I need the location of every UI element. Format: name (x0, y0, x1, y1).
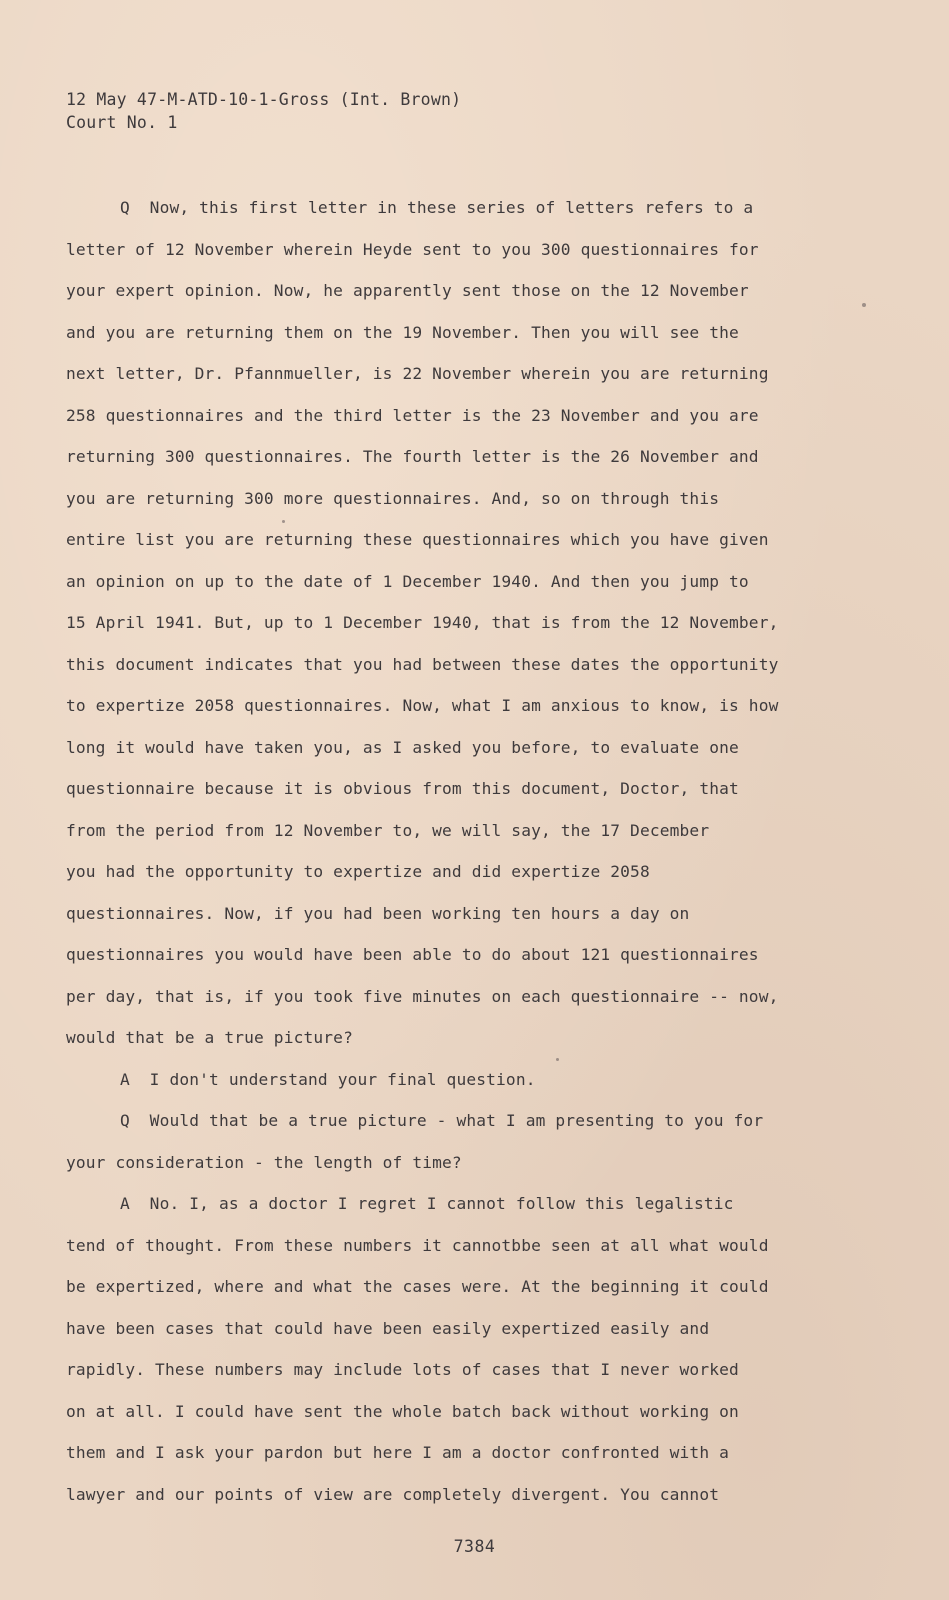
transcript-body (66, 187, 856, 1515)
paper-speck (556, 1058, 559, 1061)
transcript-line: questionnaires you would have been able to do about 121 questionnaires (66, 945, 759, 964)
transcript-line: letter of 12 November wherein Heyde sent to you 300 questionnaires for (66, 239, 759, 259)
transcript-line: per day, that is, if you took five minutes on each questionnaire -- now, (66, 986, 779, 1006)
transcript-line: be expertized, where and what the cases were. At the beginning it could (66, 1277, 769, 1296)
transcript-line: your expert opinion. Now, he apparently sent those on the 12 November (66, 281, 749, 300)
transcript-line: long it would have taken you, as I asked you before, to evaluate one (66, 737, 739, 757)
transcript-line: 15 April 1941. But, up to 1 December 1940, that is from the 12 November, (66, 613, 779, 632)
transcript-line: Q Would that be a true picture - what I am presenting to you for (120, 1111, 764, 1130)
transcript-line: an opinion on up to the date of 1 December 1940. And then you jump to (66, 571, 749, 591)
transcript-line: questionnaire because it is obvious from this document, Doctor, that (66, 779, 739, 798)
transcript-line: returning 300 questionnaires. The fourth letter is the 26 November and (66, 447, 759, 466)
transcript-line: would that be a true picture? (66, 1028, 353, 1047)
transcript-line: have been cases that could have been easily expertized easily and (66, 1318, 710, 1338)
transcript-line: lawyer and our points of view are completely divergent. You cannot (66, 1484, 720, 1504)
paper-speck (282, 520, 285, 523)
transcript-line: A No. I, as a doctor I regret I cannot follow this legalistic (120, 1194, 734, 1213)
header-court-number: Court No. 1 (66, 113, 178, 132)
transcript-line: you are returning 300 more questionnaires. And, so on through this (66, 488, 720, 508)
transcript-line: Q Now, this first letter in these series of letters refers to a (120, 198, 754, 217)
transcript-line: this document indicates that you had between these dates the opportunity (66, 654, 779, 674)
transcript-line: tend of thought. From these numbers it cannotbbe seen at all what would (66, 1235, 769, 1255)
transcript-line: and you are returning them on the 19 November. Then you will see the (66, 322, 739, 342)
transcript-line: to expertize 2058 questionnaires. Now, what I am anxious to know, is how (66, 696, 779, 715)
header-case-reference: 12 May 47-M-ATD-10-1-Gross (Int. Brown) (66, 90, 462, 109)
transcript-line: A I don't understand your final question. (120, 1069, 536, 1089)
page-number: 7384 (453, 1537, 496, 1556)
transcript-line: entire list you are returning these questionnaires which you have given (66, 530, 769, 549)
transcript-line: on at all. I could have sent the whole batch back without working on (66, 1401, 739, 1421)
transcript-line: questionnaires. Now, if you had been working ten hours a day on (66, 903, 690, 923)
paper-speck (862, 303, 866, 307)
transcript-line: them and I ask your pardon but here I am a doctor confronted with a (66, 1443, 730, 1462)
transcript-line: rapidly. These numbers may include lots of cases that I never worked (66, 1360, 739, 1379)
transcript-line: 258 questionnaires and the third letter is the 23 November and you are (66, 405, 759, 425)
transcript-line: from the period from 12 November to, we will say, the 17 December (66, 820, 710, 840)
transcript-line: next letter, Dr. Pfannmueller, is 22 November wherein you are returning (66, 364, 769, 383)
document-header (66, 88, 461, 134)
transcript-line: your consideration - the length of time? (66, 1152, 462, 1172)
transcript-line: you had the opportunity to expertize and did expertize 2058 (66, 862, 650, 881)
